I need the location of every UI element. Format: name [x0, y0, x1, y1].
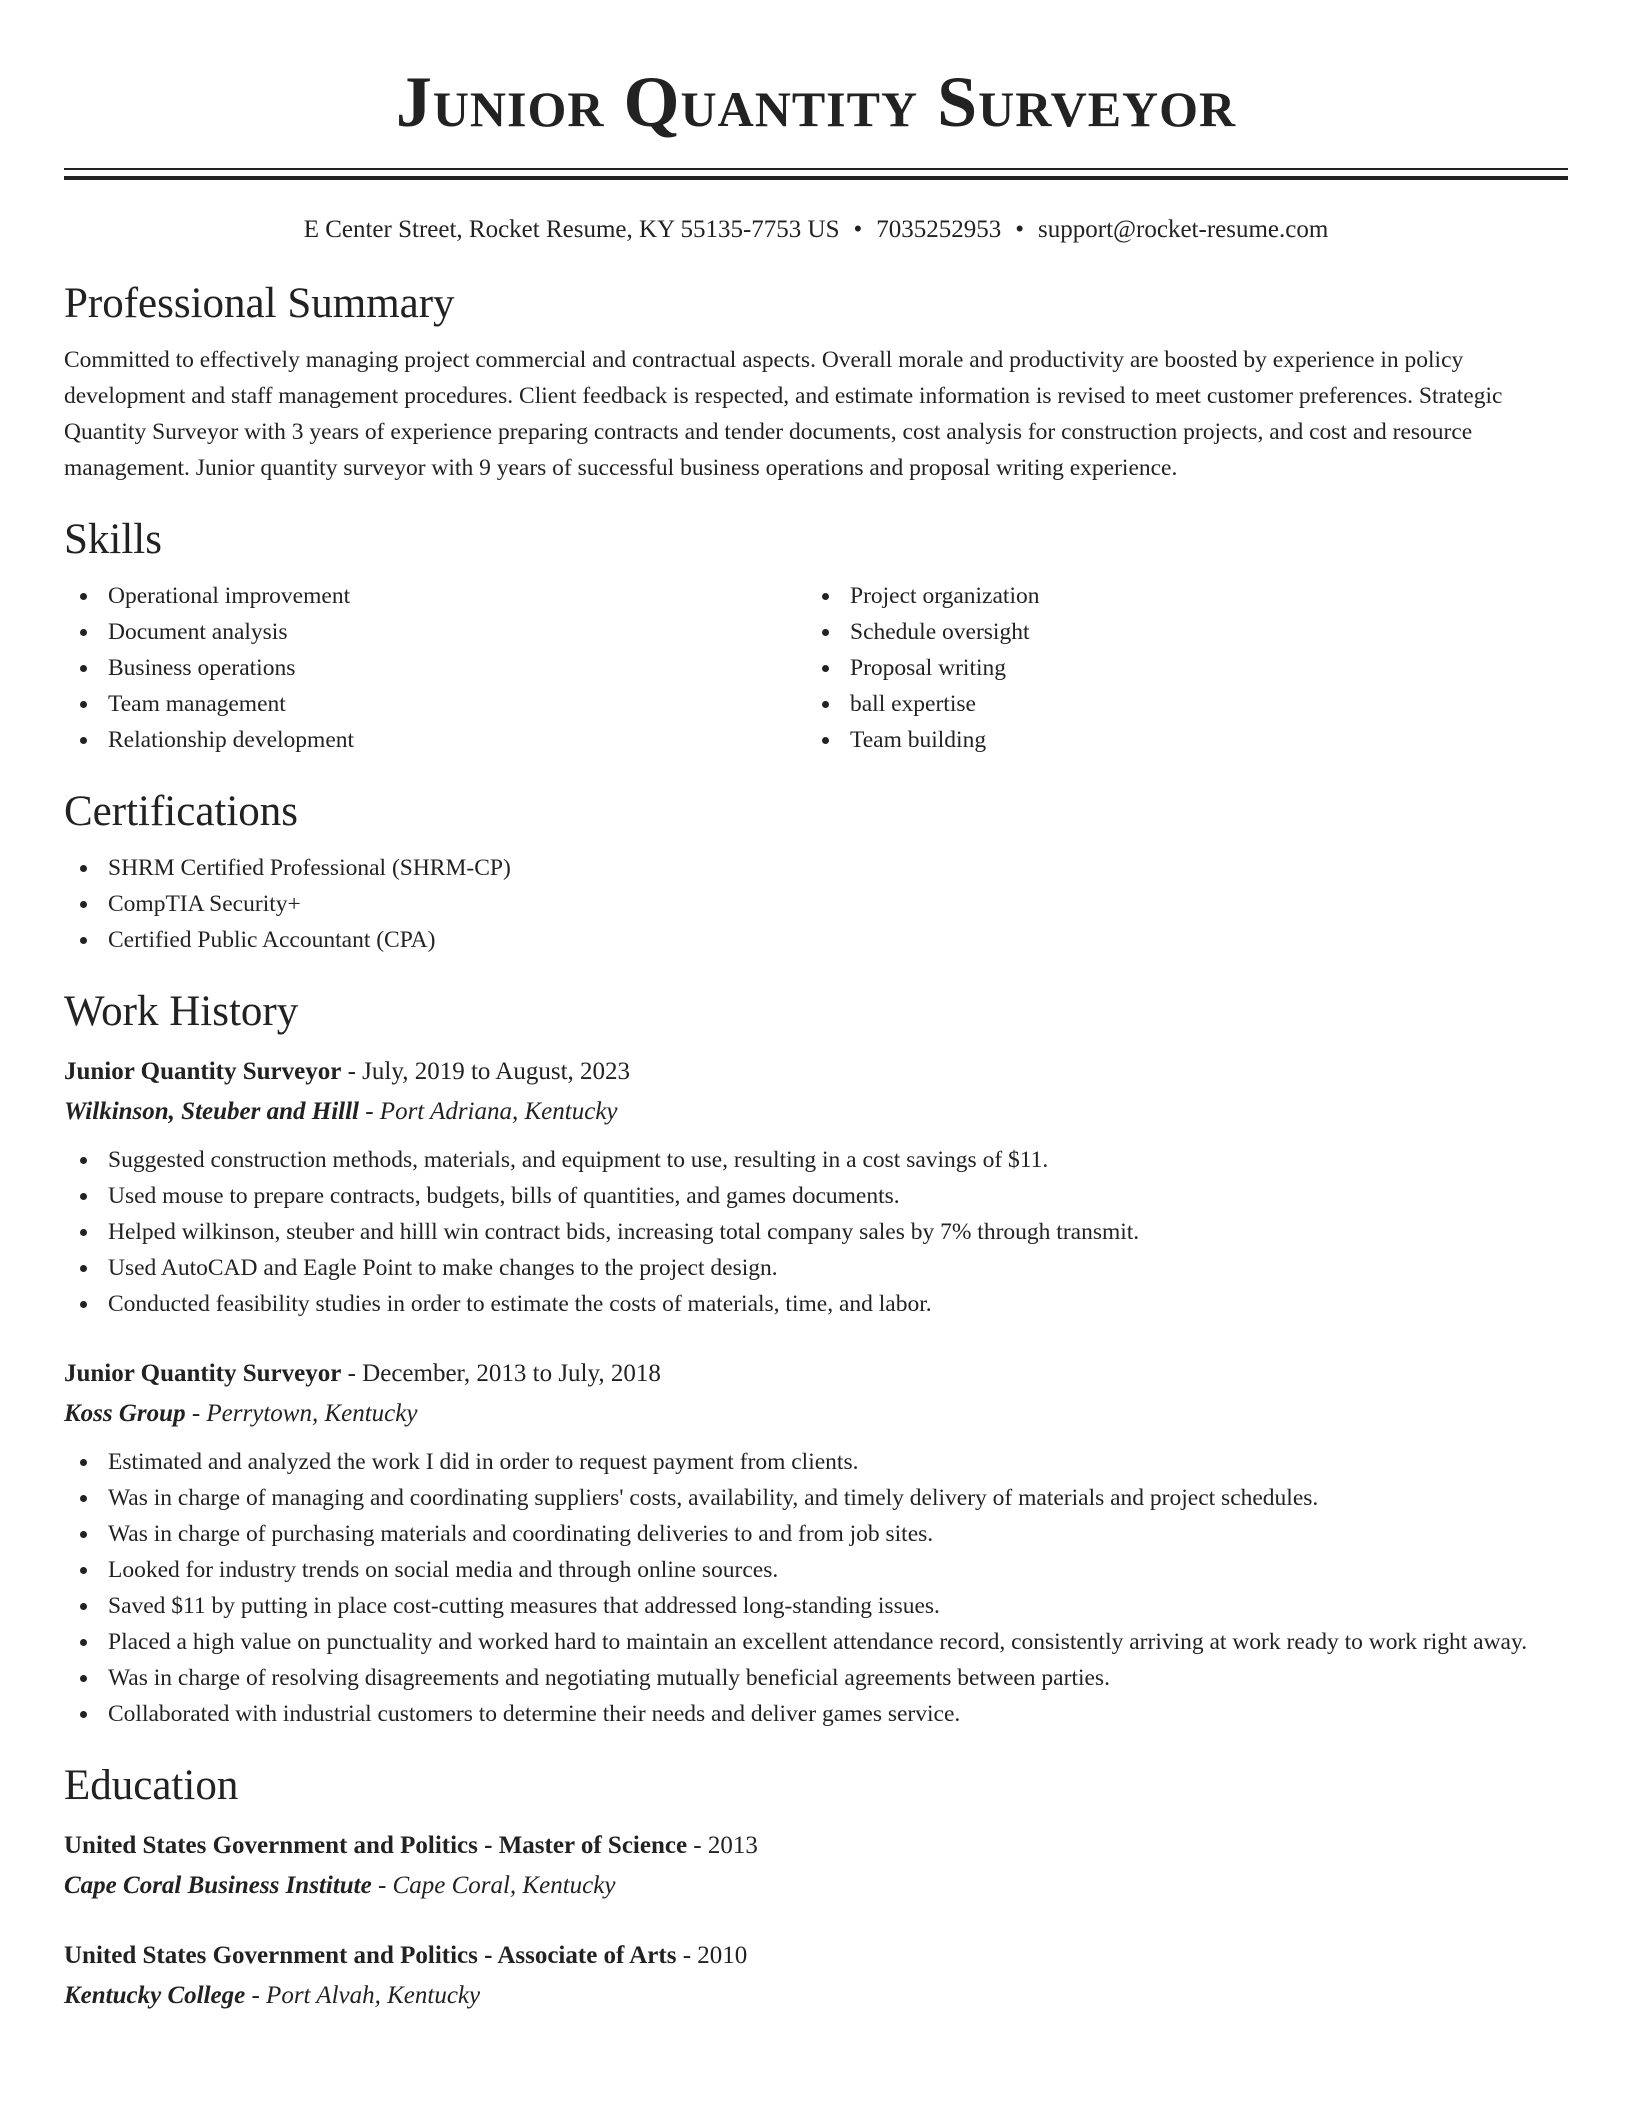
job-employer [64, 1092, 1568, 1132]
contact-phone: 7035252953 [876, 216, 1002, 243]
job-duty: Suggested construction methods, materials, and equipment to use, resulting in a cost savings of $11. [64, 1142, 1568, 1178]
education-institution [64, 1976, 1568, 2016]
summary-text: Committed to effectively managing project commercial and contractual aspects. Overall morale and productivity are boosted by experience in policy development and staff management procedures. Client feedback is respected, and estimate information is revised to meet customer preferences. Strategic Quantity Surveyor with 3 years of experience preparing contracts and tender documents, cost analysis for construction projects, and cost and resource management. Junior quantity surveyor with 9 years of successful business operations and proposal writing experience. [64, 347, 1503, 481]
work-history-heading: Work History [64, 988, 299, 1035]
job-duty: Was in charge of managing and coordinating suppliers' costs, availability, and timely delivery of materials and project schedules. [64, 1480, 1568, 1516]
skill-item: Team management [64, 686, 806, 722]
skills-list-right [806, 578, 1548, 758]
skill-item: Project organization [806, 578, 1548, 614]
skill-item: Proposal writing [806, 650, 1548, 686]
job-duty: Was in charge of purchasing materials and coordinating deliveries to and from job sites. [64, 1516, 1568, 1552]
job-duties-list [64, 1142, 1568, 1322]
skill-item: Document analysis [64, 614, 806, 650]
skill-item: Business operations [64, 650, 806, 686]
job-duty: Estimated and analyzed the work I did in order to request payment from clients. [64, 1444, 1568, 1480]
resume-title: Junior Quantity Surveyor [395, 62, 1237, 142]
job-company: Wilkinson, Steuber and Hilll [64, 1098, 359, 1125]
job-company: Koss Group [64, 1400, 186, 1427]
job-entry [64, 1052, 1568, 1322]
education-location: - Port Alvah, Kentucky [245, 1982, 481, 2009]
job-dates: - December, 2013 to July, 2018 [341, 1360, 661, 1387]
skill-item: Schedule oversight [806, 614, 1548, 650]
job-duty: Helped wilkinson, steuber and hilll win contract bids, increasing total company sales by 7% through transmit. [64, 1214, 1568, 1250]
job-location: - Perrytown, Kentucky [185, 1400, 418, 1427]
certification-item: Certified Public Accountant (CPA) [64, 922, 1568, 958]
education-entry [64, 1936, 1568, 2016]
job-duty: Saved $11 by putting in place cost-cutting measures that addressed long-standing issues. [64, 1588, 1568, 1624]
certification-item: CompTIA Security+ [64, 886, 1568, 922]
title-divider [64, 168, 1568, 180]
education-school: Cape Coral Business Institute [64, 1872, 372, 1899]
job-dates: - July, 2019 to August, 2023 [341, 1058, 631, 1085]
skills-heading: Skills [64, 516, 162, 563]
skills-list-left [64, 578, 806, 758]
education-institution [64, 1866, 1568, 1906]
job-role: Junior Quantity Surveyor [64, 1360, 342, 1387]
certifications-list [64, 850, 1568, 958]
job-duty: Placed a high value on punctuality and worked hard to maintain an excellent attendance record, consistently arriving at work ready to work right away. [64, 1624, 1568, 1660]
education-location: - Cape Coral, Kentucky [371, 1872, 616, 1899]
contact-separator: • [853, 216, 863, 243]
job-duties-list [64, 1444, 1568, 1732]
education-heading: Education [64, 1762, 239, 1809]
skill-item: Relationship development [64, 722, 806, 758]
summary-heading: Professional Summary [64, 280, 455, 327]
certification-item: SHRM Certified Professional (SHRM-CP) [64, 850, 1568, 886]
job-duty: Used mouse to prepare contracts, budgets, bills of quantities, and games documents. [64, 1178, 1568, 1214]
job-role: Junior Quantity Surveyor [64, 1058, 342, 1085]
skill-item: ball expertise [806, 686, 1548, 722]
job-header [64, 1354, 1568, 1394]
education-degree: United States Government and Politics - Associate of Arts [64, 1942, 677, 1969]
skills-columns [64, 578, 1568, 758]
contact-separator: • [1015, 216, 1025, 243]
job-entry [64, 1354, 1568, 1732]
job-duty: Looked for industry trends on social media and through online sources. [64, 1552, 1568, 1588]
job-duty: Conducted feasibility studies in order to estimate the costs of materials, time, and labor. [64, 1286, 1568, 1322]
job-duty: Used AutoCAD and Eagle Point to make changes to the project design. [64, 1250, 1568, 1286]
education-year: - 2010 [676, 1942, 748, 1969]
education-header [64, 1826, 1568, 1866]
job-duty: Was in charge of resolving disagreements and negotiating mutually beneficial agreements between parties. [64, 1660, 1568, 1696]
job-header [64, 1052, 1568, 1092]
education-entry [64, 1826, 1568, 1906]
contact-email[interactable]: support@rocket-resume.com [1038, 216, 1329, 243]
education-header [64, 1936, 1568, 1976]
education-year: - 2013 [687, 1832, 758, 1859]
job-duty: Collaborated with industrial customers to determine their needs and deliver games service. [64, 1696, 1568, 1732]
education-school: Kentucky College [64, 1982, 246, 2009]
contact-address: E Center Street, Rocket Resume, KY 55135-7753 US [303, 216, 840, 243]
divider-thin-line [64, 168, 1568, 170]
skill-item: Team building [806, 722, 1548, 758]
divider-thick-line [64, 176, 1568, 180]
education-degree: United States Government and Politics - Master of Science [64, 1832, 688, 1859]
contact-line [64, 214, 1568, 246]
skill-item: Operational improvement [64, 578, 806, 614]
certifications-heading: Certifications [64, 788, 299, 835]
job-location: - Port Adriana, Kentucky [358, 1098, 618, 1125]
job-employer [64, 1394, 1568, 1434]
